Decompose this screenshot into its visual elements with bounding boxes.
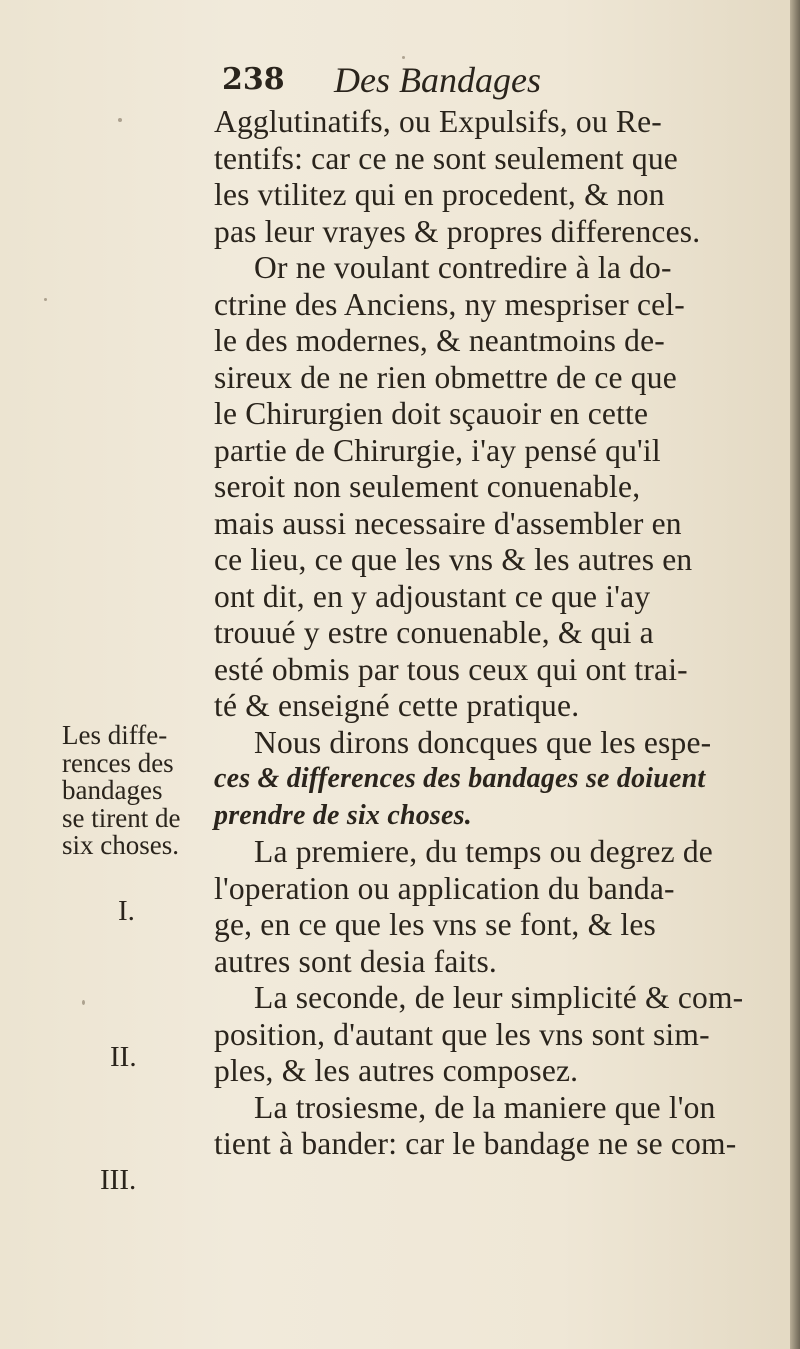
paper-speck [118, 118, 122, 122]
text-line: les vtilitez qui en procedent, & non [214, 177, 665, 212]
margin-marker-2: II. [110, 1041, 137, 1073]
text-line: ge, en ce que les vns se font, & les [214, 907, 656, 942]
margin-note [62, 722, 212, 860]
text-line: trouué y estre conuenable, & qui a [214, 615, 654, 650]
margin-note-line: rences des [62, 747, 174, 778]
text-line: sireux de ne rien obmettre de ce que [214, 359, 677, 395]
text-line: pas leur vrayes & propres differences. [214, 213, 701, 249]
page-number: 238 [222, 62, 285, 97]
margin-note-line: six choses. [62, 830, 179, 860]
text-line-italic: ces & differences des bandages se doiuent [214, 763, 706, 794]
text-line: esté obmis par tous ceux qui ont trai- [214, 651, 688, 687]
text-line: ctrine des Anciens, ny mespriser cel- [214, 286, 685, 322]
margin-marker-3: III. [100, 1164, 137, 1196]
text-line: Agglutinatifs, ou Expulsifs, ou Re- [214, 104, 662, 139]
text-line: position, d'autant que les vns sont sim- [214, 1016, 710, 1052]
text-line: ples, & les autres composez. [214, 1053, 579, 1088]
text-line: mais aussi necessaire d'assembler en [214, 505, 682, 541]
text-line: le Chirurgien doit sçauoir en cette [214, 396, 649, 431]
text-line: l'operation ou application du banda- [214, 870, 675, 906]
text-line: ont dit, en y adjoustant ce que i'ay [214, 578, 651, 614]
running-title: Des Bandages [334, 60, 541, 100]
text-line: La seconde, de leur simplicité & com- [254, 980, 744, 1015]
text-line: Nous dirons doncques que les espe- [254, 724, 712, 760]
page-edge [790, 0, 800, 1349]
margin-marker-1: I. [118, 895, 135, 927]
body-text [214, 104, 774, 1163]
paper-speck [44, 298, 47, 301]
margin-note-line: se tirent de [62, 802, 181, 833]
page-header [222, 58, 782, 102]
text-line: le des modernes, & neantmoins de- [214, 323, 665, 358]
text-line: partie de Chirurgie, i'ay pensé qu'il [214, 432, 661, 468]
text-line-italic: prendre de six choses. [214, 799, 472, 831]
text-line: té & enseigné cette pratique. [214, 688, 580, 723]
margin-note-line: bandages [62, 775, 163, 805]
text-line: La trosiesme, de la maniere que l'on [254, 1089, 716, 1125]
text-line: ce lieu, ce que les vns & les autres en [214, 542, 693, 577]
paper-speck [82, 1000, 85, 1005]
text-line: tient à bander: car le bandage ne se com- [214, 1126, 737, 1161]
margin-note-line: Les diffe- [62, 720, 168, 750]
text-line: seroit non seulement conuenable, [214, 469, 641, 504]
text-line: autres sont desia faits. [214, 943, 497, 979]
text-line: La premiere, du temps ou degrez de [254, 834, 713, 869]
text-line: tentifs: car ce ne sont seulement que [214, 140, 678, 176]
text-line: Or ne voulant contredire à la do- [254, 250, 672, 285]
